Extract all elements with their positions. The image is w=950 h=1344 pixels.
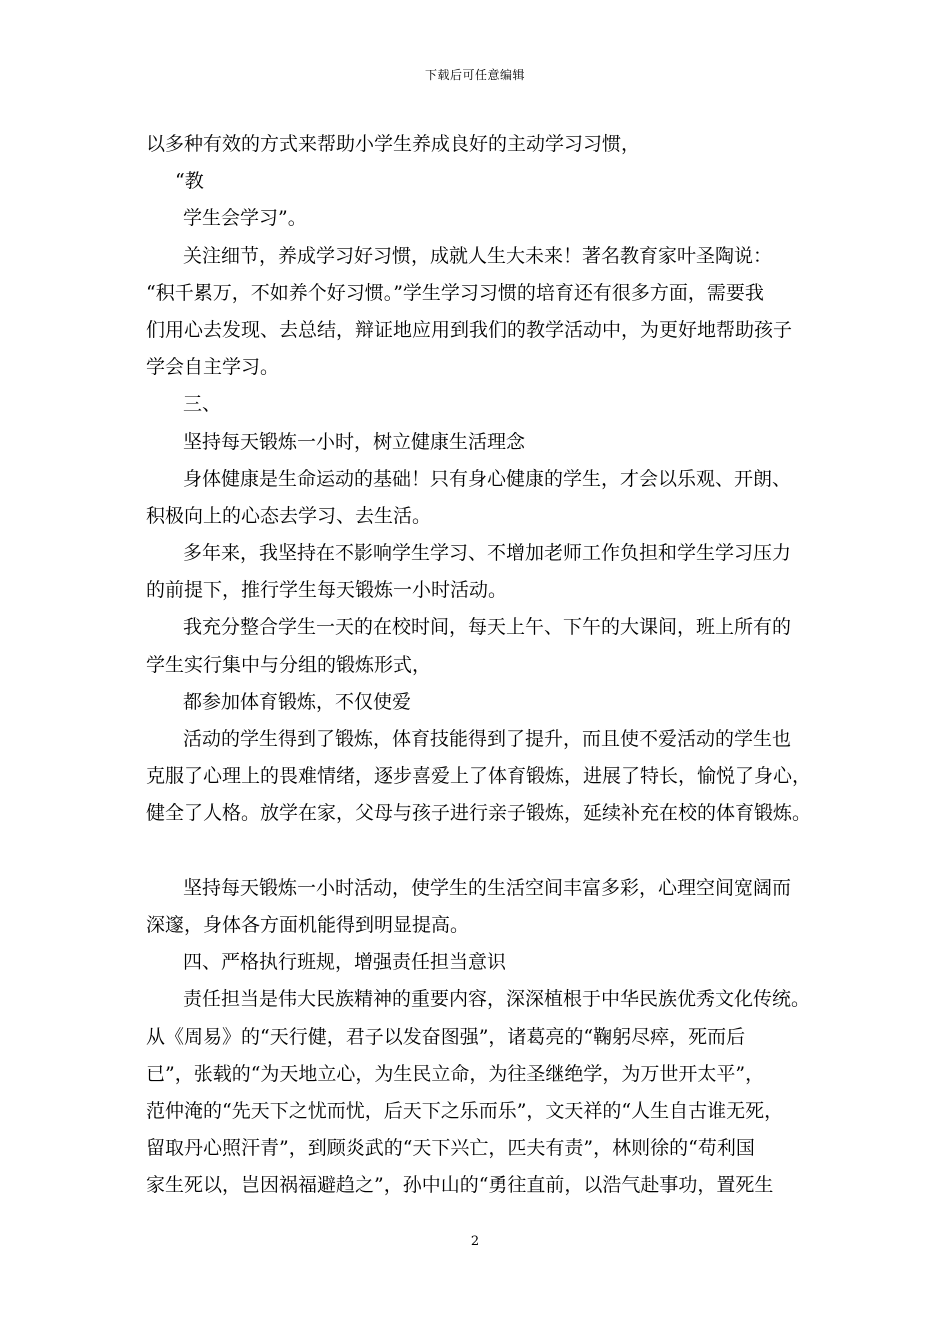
section-number: 三、 bbox=[183, 393, 222, 416]
text-line: 责任担当是伟大民族精神的重要内容，深深植根于中华民族优秀文化传统。 bbox=[183, 988, 811, 1011]
text-line: 们用心去发现、去总结，辩证地应用到我们的教学活动中，为更好地帮助孩子 bbox=[146, 318, 793, 341]
text-line: 学会自主学习。 bbox=[146, 356, 280, 379]
text-line: 已”，张载的“为天地立心，为生民立命，为往圣继绝学，为万世开太平”， bbox=[146, 1062, 765, 1085]
text-line: 范仲淹的“先天下之忧而忧，后天下之乐而乐”，文天祥的“人生自古谁无死， bbox=[146, 1099, 784, 1122]
text-line: 都参加体育锻炼，不仅使爱 bbox=[183, 690, 412, 713]
text-line: 坚持每天锻炼一小时活动，使学生的生活空间丰富多彩，心理空间宽阔而 bbox=[183, 876, 792, 899]
text-line: “教 bbox=[175, 170, 204, 193]
text-line: “积千累万，不如养个好习惯。”学生学习习惯的培育还有很多方面，需要我 bbox=[146, 281, 764, 304]
text-line: 深邃，身体各方面机能得到明显提高。 bbox=[146, 913, 470, 936]
paragraph-gap bbox=[146, 833, 846, 870]
text-line: 身体健康是生命运动的基础！只有身心健康的学生，才会以乐观、开朗、 bbox=[183, 467, 792, 490]
text-line: 积极向上的心态去学习、去生活。 bbox=[146, 504, 432, 527]
section-heading: 坚持每天锻炼一小时，树立健康生活理念 bbox=[183, 430, 526, 453]
text-line: 健全了人格。放学在家，父母与孩子进行亲子锻炼，延续补充在校的体育锻炼。 bbox=[146, 802, 812, 825]
text-line: 克服了心理上的畏难情绪，逐步喜爱上了体育锻炼，进展了特长，愉悦了身心， bbox=[146, 765, 812, 788]
page-header: 下载后可任意编辑 bbox=[424, 68, 525, 82]
text-line: 关注细节，养成学习好习惯，成就人生大未来！著名教育家叶圣陶说： bbox=[183, 244, 773, 267]
text-line: 学生实行集中与分组的锻炼形式， bbox=[146, 653, 432, 676]
page-number: 2 bbox=[470, 1234, 480, 1249]
text-line: 多年来，我坚持在不影响学生学习、不增加老师工作负担和学生学习压力 bbox=[183, 542, 792, 565]
text-line: 从《周易》的“天行健，君子以发奋图强”，诸葛亮的“鞠躬尽瘁，死而后 bbox=[146, 1025, 746, 1048]
text-line: 家生死以，岂因祸福避趋之”，孙中山的“勇往直前，以浩气赴事功，置死生 bbox=[146, 1174, 774, 1197]
text-line: 学生会学习”。 bbox=[183, 207, 307, 230]
document-body bbox=[146, 126, 846, 1204]
text-line: 留取丹心照汗青”，到顾炎武的“天下兴亡，匹夫有责”，林则徐的“苟利国 bbox=[146, 1137, 755, 1160]
text-line: 活动的学生得到了锻炼，体育技能得到了提升，而且使不爱活动的学生也 bbox=[183, 728, 792, 750]
text-line: 的前提下，推行学生每天锻炼一小时活动。 bbox=[146, 579, 508, 602]
text-line: 以多种有效的方式来帮助小学生养成良好的主动学习习惯， bbox=[146, 133, 641, 155]
text-line: 我充分整合学生一天的在校时间，每天上午、下午的大课间，班上所有的 bbox=[183, 616, 792, 639]
section-heading: 四、严格执行班规，增强责任担当意识 bbox=[183, 951, 507, 974]
